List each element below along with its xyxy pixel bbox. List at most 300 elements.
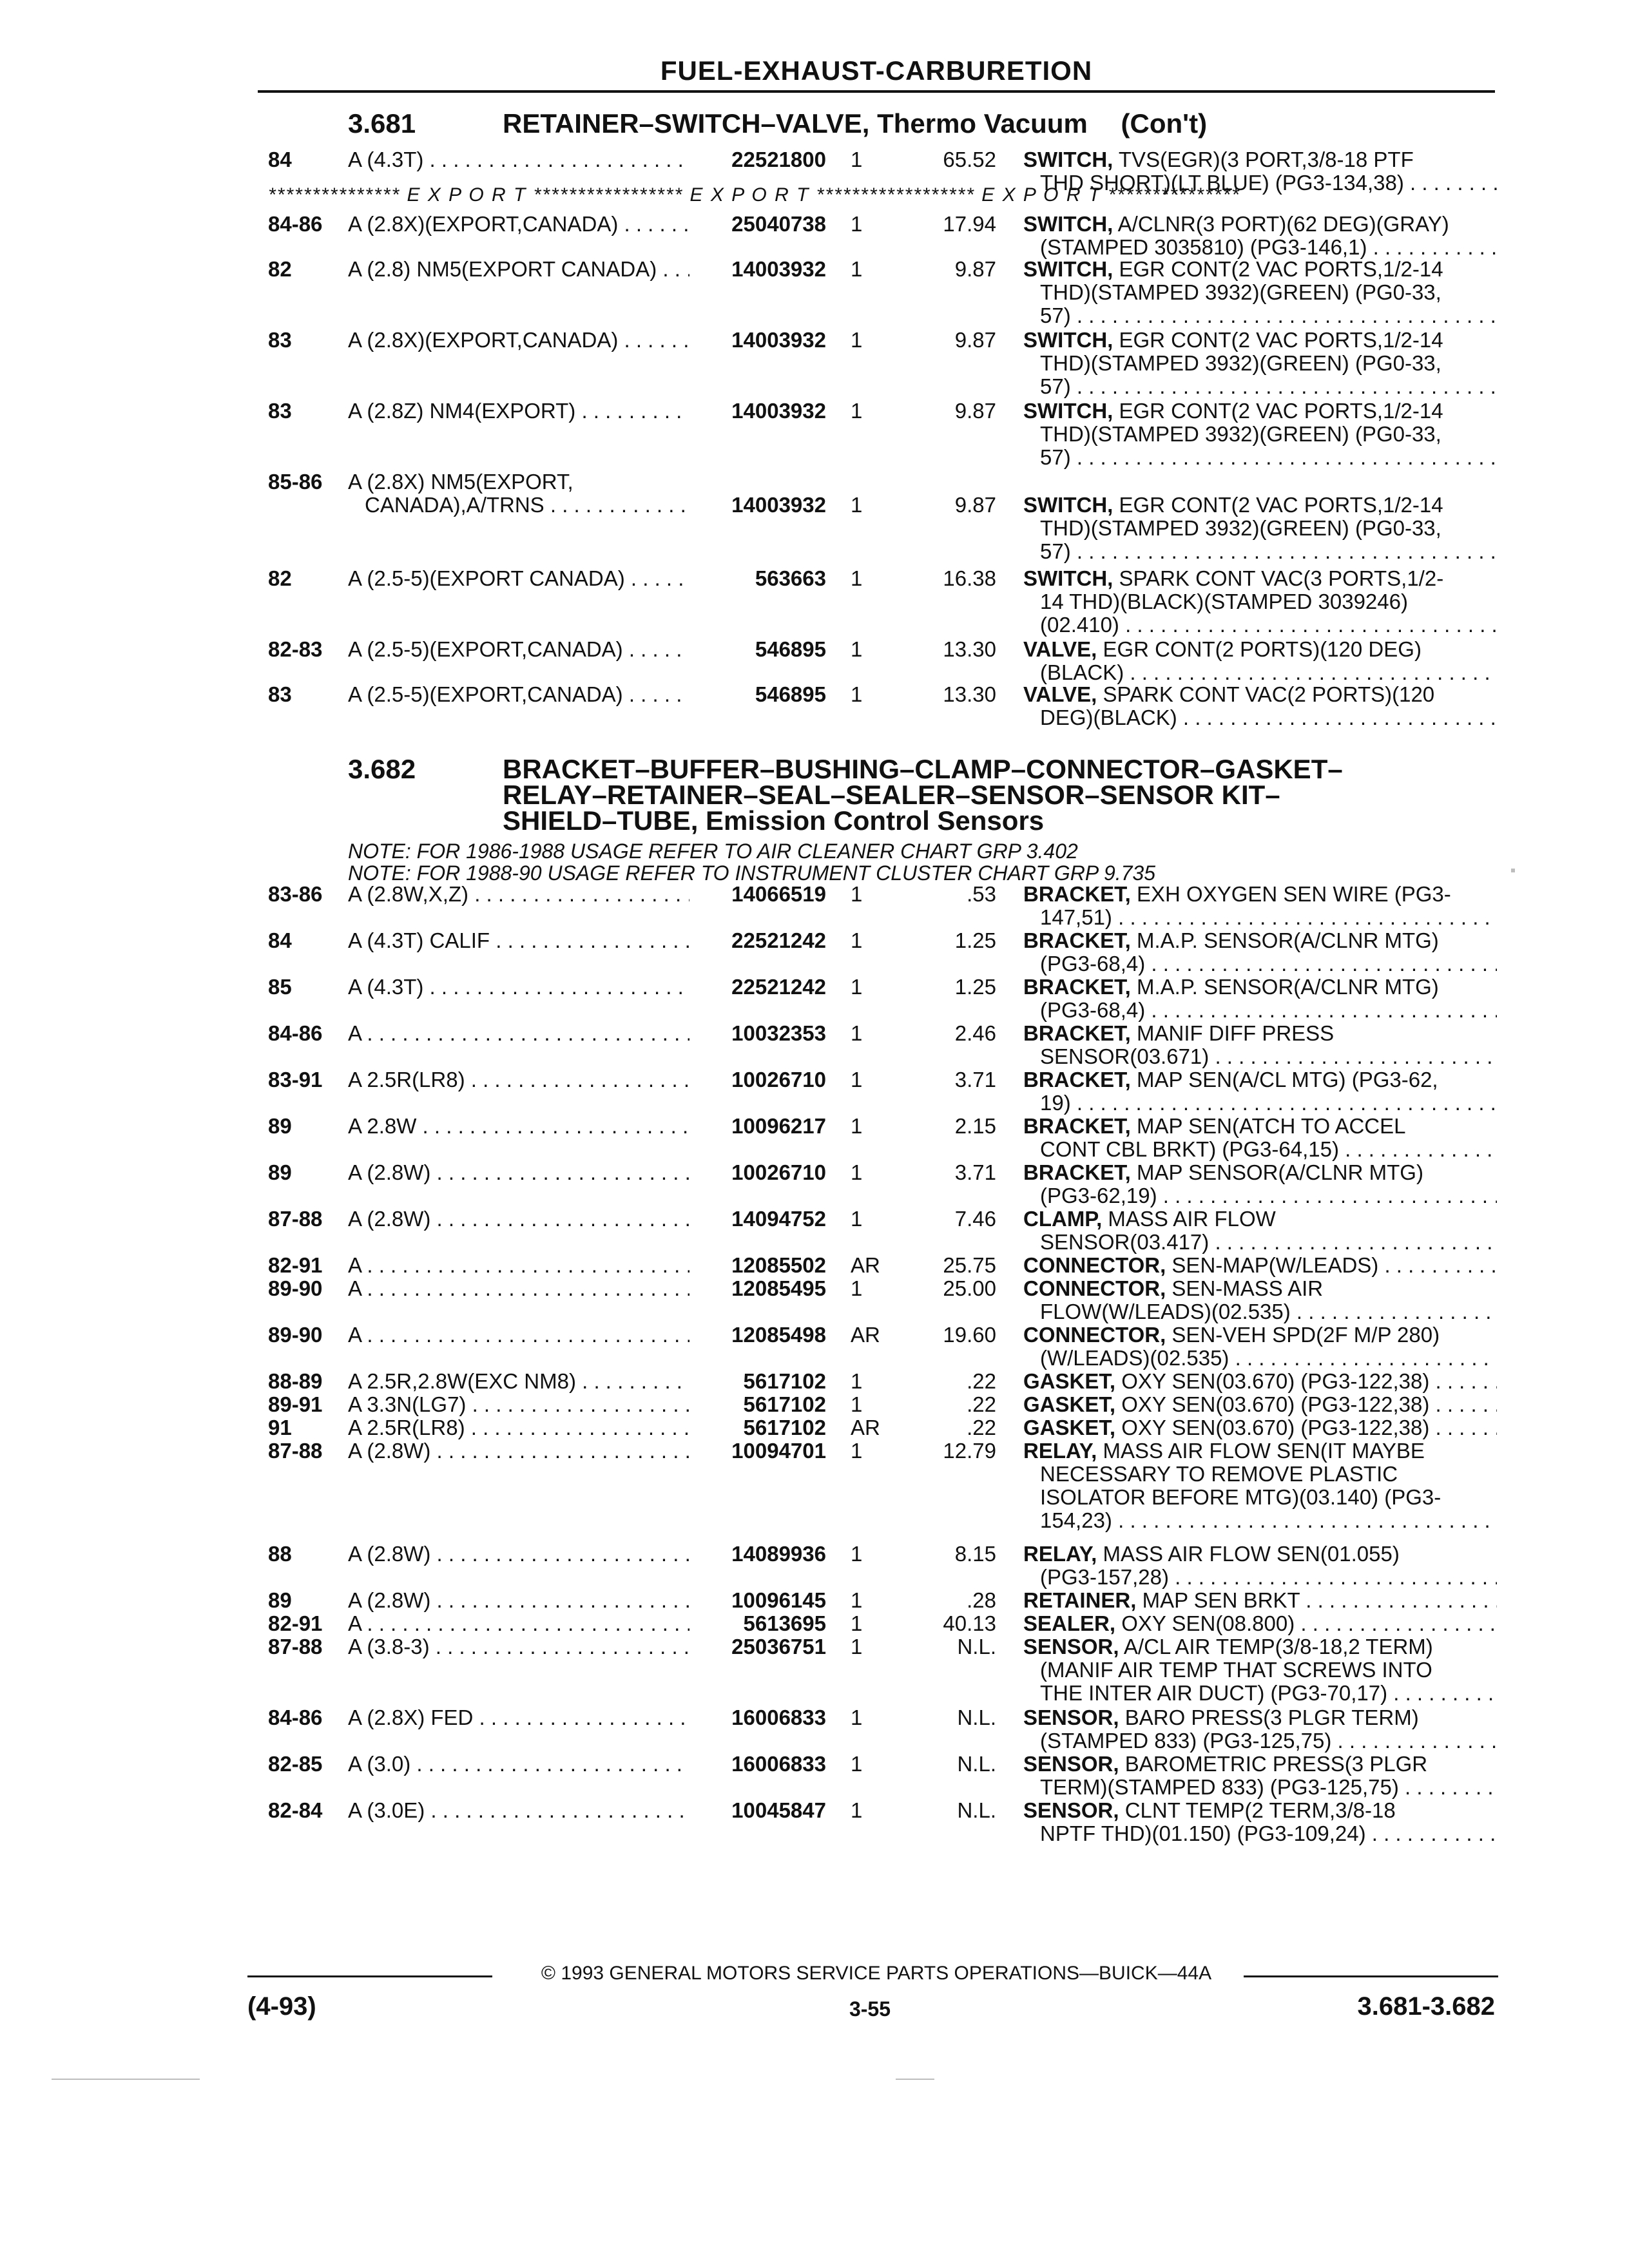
usage-line: A (2.5-5)(EXPORT,CANADA) . . . xyxy=(348,638,689,661)
usage xyxy=(348,1115,689,1138)
description-line xyxy=(1023,1254,1497,1277)
usage-line: A (3.0) . . . xyxy=(348,1753,689,1776)
description-line xyxy=(1023,1022,1497,1045)
usage-line: A (3.0E) . . . xyxy=(348,1799,689,1822)
usage xyxy=(348,1254,689,1277)
part-name: SENSOR, xyxy=(1023,1753,1119,1776)
model-years: 88 xyxy=(268,1542,292,1566)
price: 16.38 xyxy=(943,566,996,590)
model-years: 87-88 xyxy=(268,1207,323,1231)
part-name: BRACKET, xyxy=(1023,1022,1131,1045)
part-number: 10032353 xyxy=(731,1021,826,1045)
usage-line: A (2.8X)(EXPORT,CANADA) . . . xyxy=(348,213,689,236)
part-spec: MAP SEN(A/CL MTG) (PG3-62, xyxy=(1130,1068,1438,1091)
quantity: 1 xyxy=(851,1439,863,1463)
model-years: 85-86 xyxy=(268,470,323,494)
description xyxy=(1023,1161,1497,1207)
usage-line: A 2.8W . . . xyxy=(348,1115,689,1138)
model-years: 89 xyxy=(268,1588,292,1612)
description-line: 154,23) . . . xyxy=(1023,1509,1497,1532)
part-name: SWITCH, xyxy=(1023,567,1113,590)
part-name: CLAMP, xyxy=(1023,1207,1103,1231)
usage xyxy=(348,258,689,281)
quantity: 1 xyxy=(851,1068,863,1091)
part-name: GASKET, xyxy=(1023,1416,1116,1439)
model-years: 89 xyxy=(268,1114,292,1138)
description-line xyxy=(1023,1439,1497,1463)
description xyxy=(1023,1370,1497,1393)
description-line: THD SHORT)(LT BLUE) (PG3-134,38) . . . xyxy=(1023,171,1497,195)
part-name: BRACKET, xyxy=(1023,1161,1131,1184)
price: N.L. xyxy=(957,1706,996,1729)
price: 8.15 xyxy=(954,1542,996,1566)
description-line xyxy=(1023,1161,1497,1184)
usage xyxy=(348,975,689,999)
part-number: 14003932 xyxy=(731,493,826,517)
description-line: TERM)(STAMPED 833) (PG3-125,75) . . . xyxy=(1023,1776,1497,1799)
usage-line: A (2.8W) . . . xyxy=(348,1542,689,1566)
part-name: SWITCH, xyxy=(1023,494,1113,517)
part-spec: MAP SEN(ATCH TO ACCEL xyxy=(1130,1115,1406,1138)
copyright-line xyxy=(258,1963,1495,1984)
description-line xyxy=(1023,975,1497,999)
description-line xyxy=(1023,213,1497,236)
price: N.L. xyxy=(957,1798,996,1822)
usage xyxy=(348,1542,689,1566)
description-line: THD)(STAMPED 3932)(GREEN) (PG0-33, xyxy=(1040,281,1441,304)
model-years: 82 xyxy=(268,257,292,281)
quantity: AR xyxy=(851,1253,880,1277)
section-title xyxy=(503,756,1598,834)
price: 1.25 xyxy=(954,928,996,952)
description xyxy=(1023,567,1497,637)
part-name: SWITCH, xyxy=(1023,213,1113,236)
usage xyxy=(348,1753,689,1776)
description xyxy=(1023,1323,1497,1370)
description-line xyxy=(1023,1589,1497,1612)
usage-line: A (2.8W) . . . xyxy=(348,1161,689,1184)
description xyxy=(1023,1115,1497,1161)
part-number: 14066519 xyxy=(731,882,826,906)
revision-date: (4-93) xyxy=(247,1992,316,2021)
description-line xyxy=(1023,329,1497,352)
price: 9.87 xyxy=(954,328,996,352)
usage xyxy=(348,929,689,952)
scan-speck xyxy=(52,2079,200,2080)
description-line: (STAMPED 3035810) (PG3-146,1) . . . xyxy=(1023,236,1497,259)
section-number: 3.682 xyxy=(348,754,416,784)
price: .22 xyxy=(967,1392,996,1416)
section-title-line: RELAY–RETAINER–SEAL–SEALER–SENSOR–SENSOR KIT– xyxy=(503,780,1280,810)
description-line: NECESSARY TO REMOVE PLASTIC xyxy=(1040,1463,1398,1486)
part-spec: MASS AIR FLOW SEN(01.055) xyxy=(1097,1542,1400,1566)
description xyxy=(1023,1635,1497,1705)
quantity: 1 xyxy=(851,1369,863,1393)
part-spec: OXY SEN(03.670) (PG3-122,38) xyxy=(1115,1393,1430,1416)
group-range: 3.681-3.682 xyxy=(1357,1992,1495,2021)
description-line xyxy=(1023,258,1497,281)
part-spec: MANIF DIFF PRESS xyxy=(1130,1022,1335,1045)
description-line xyxy=(1023,1323,1497,1347)
usage-line: A (2.8X) FED . . . xyxy=(348,1706,689,1729)
part-name: SENSOR, xyxy=(1023,1799,1119,1822)
part-name: RELAY, xyxy=(1023,1439,1097,1463)
quantity: 1 xyxy=(851,399,863,423)
price: 25.00 xyxy=(943,1276,996,1300)
model-years: 82-84 xyxy=(268,1798,323,1822)
description-line: CONT CBL BRKT) (PG3-64,15) . . . xyxy=(1023,1138,1497,1161)
usage xyxy=(348,1323,689,1347)
price: 3.71 xyxy=(954,1068,996,1091)
part-spec: SPARK CONT VAC(2 PORTS)(120 xyxy=(1097,683,1435,706)
part-spec: CLNT TEMP(2 TERM,3/8-18 xyxy=(1119,1799,1396,1822)
part-number: 10045847 xyxy=(731,1798,826,1822)
quantity: 1 xyxy=(851,1207,863,1231)
quantity: 1 xyxy=(851,882,863,906)
part-spec: TVS(EGR)(3 PORT,3/8-18 PTF xyxy=(1113,148,1414,171)
description xyxy=(1023,1393,1497,1416)
price: .22 xyxy=(967,1369,996,1393)
part-number: 546895 xyxy=(755,682,826,706)
quantity: 1 xyxy=(851,212,863,236)
usage-note: NOTE: FOR 1988-90 USAGE REFER TO INSTRUMENT CLUSTER CHART GRP 9.735 xyxy=(348,861,1156,885)
usage-line: A 3.3N(LG7) . . . xyxy=(348,1393,689,1416)
part-spec: OXY SEN(08.800) xyxy=(1115,1612,1295,1635)
usage-line: A 2.5R(LR8) . . . xyxy=(348,1416,689,1439)
quantity: 1 xyxy=(851,328,863,352)
part-number: 10026710 xyxy=(731,1160,826,1184)
description xyxy=(1023,329,1497,398)
usage xyxy=(348,1799,689,1822)
usage xyxy=(348,883,689,906)
export-banner: *************** E X P O R T ***************** E X P O R T ****************** E X P O R T *************** xyxy=(268,184,1240,206)
usage-line: A (2.8) NM5(EXPORT CANADA) . . . xyxy=(348,258,689,281)
part-spec: EGR CONT(2 PORTS)(120 DEG) xyxy=(1097,638,1422,661)
description-line xyxy=(1023,929,1497,952)
description-line: THD)(STAMPED 3932)(GREEN) (PG0-33, xyxy=(1040,352,1441,375)
price: 9.87 xyxy=(954,399,996,423)
part-name: SENSOR, xyxy=(1023,1635,1119,1658)
price: .28 xyxy=(967,1588,996,1612)
quantity: 1 xyxy=(851,1160,863,1184)
usage xyxy=(348,1207,689,1231)
model-years: 84 xyxy=(268,928,292,952)
description-line: (MANIF AIR TEMP THAT SCREWS INTO xyxy=(1040,1658,1432,1682)
description xyxy=(1023,1589,1497,1612)
description xyxy=(1023,1799,1497,1845)
description-line: (PG3-68,4) . . . xyxy=(1023,952,1497,975)
part-name: BRACKET, xyxy=(1023,975,1131,999)
scan-speck xyxy=(896,2079,934,2080)
description-line: (W/LEADS)(02.535) . . . xyxy=(1023,1347,1497,1370)
part-name: CONNECTOR, xyxy=(1023,1277,1166,1300)
price: .53 xyxy=(967,882,996,906)
usage xyxy=(348,683,689,706)
description-line xyxy=(1023,567,1497,590)
quantity: 1 xyxy=(851,257,863,281)
quantity: 1 xyxy=(851,1611,863,1635)
description-line: SENSOR(03.671) . . . xyxy=(1023,1045,1497,1068)
part-name: SWITCH, xyxy=(1023,148,1113,171)
model-years: 89 xyxy=(268,1160,292,1184)
usage-line: A . . . xyxy=(348,1022,689,1045)
usage xyxy=(348,148,689,171)
price: 17.94 xyxy=(943,212,996,236)
quantity: 1 xyxy=(851,1114,863,1138)
description-line: 57) . . . xyxy=(1023,304,1497,327)
part-number: 5617102 xyxy=(743,1369,826,1393)
usage-line: A (2.8W) . . . xyxy=(348,1207,689,1231)
description-line: (PG3-157,28) . . . xyxy=(1023,1566,1497,1589)
description-line: 57) . . . xyxy=(1023,446,1497,469)
model-years: 84-86 xyxy=(268,1706,323,1729)
part-number: 22521242 xyxy=(731,975,826,999)
description-line: SENSOR(03.417) . . . xyxy=(1023,1231,1497,1254)
usage xyxy=(348,470,689,517)
part-number: 22521242 xyxy=(731,928,826,952)
description-line: (02.410) . . . xyxy=(1023,613,1497,637)
part-number: 10096145 xyxy=(731,1588,826,1612)
price: 12.79 xyxy=(943,1439,996,1463)
description xyxy=(1023,1022,1497,1068)
description-line: (PG3-68,4) . . . xyxy=(1023,999,1497,1022)
price: 2.46 xyxy=(954,1021,996,1045)
model-years: 83 xyxy=(268,682,292,706)
quantity: 1 xyxy=(851,1706,863,1729)
quantity: AR xyxy=(851,1416,880,1439)
usage xyxy=(348,1370,689,1393)
usage-line: A (2.8X) NM5(EXPORT, xyxy=(348,470,574,494)
part-number: 25036751 xyxy=(731,1635,826,1658)
scan-speck xyxy=(1511,869,1515,872)
usage xyxy=(348,1612,689,1635)
usage-line: A (4.3T) . . . xyxy=(348,975,689,999)
description-line: 57) . . . xyxy=(1023,375,1497,398)
part-name: RELAY, xyxy=(1023,1542,1097,1566)
part-spec: SEN-MAP(W/LEADS) xyxy=(1166,1254,1379,1277)
part-name: SEALER, xyxy=(1023,1612,1116,1635)
part-number: 14094752 xyxy=(731,1207,826,1231)
description-line xyxy=(1023,1706,1497,1729)
part-name: BRACKET, xyxy=(1023,1115,1131,1138)
quantity: 1 xyxy=(851,1752,863,1776)
description xyxy=(1023,1416,1497,1439)
usage xyxy=(348,329,689,352)
description-line xyxy=(1023,1542,1497,1566)
usage-line: A (4.3T) CALIF . . . xyxy=(348,929,689,952)
model-years: 82 xyxy=(268,566,292,590)
part-spec: SEN-VEH SPD(2F M/P 280) xyxy=(1166,1323,1440,1347)
description-line xyxy=(1023,883,1497,906)
description-line: (STAMPED 833) (PG3-125,75) . . . xyxy=(1023,1729,1497,1753)
description-line: NPTF THD)(01.150) (PG3-109,24) . . . xyxy=(1023,1822,1497,1845)
usage-line: A . . . xyxy=(348,1277,689,1300)
part-spec: SEN-MASS AIR xyxy=(1166,1277,1324,1300)
description-line: 19) . . . xyxy=(1023,1091,1497,1115)
quantity: 1 xyxy=(851,928,863,952)
description-line: THE INTER AIR DUCT) (PG3-70,17) . . . xyxy=(1023,1682,1497,1705)
quantity: 1 xyxy=(851,1276,863,1300)
description-line xyxy=(1023,1635,1497,1658)
model-years: 89-90 xyxy=(268,1323,323,1347)
usage xyxy=(348,1416,689,1439)
usage xyxy=(348,567,689,590)
part-spec: MAP SEN BRKT xyxy=(1136,1589,1300,1612)
price: 13.30 xyxy=(943,682,996,706)
header-rule xyxy=(258,90,1495,93)
description-line xyxy=(1023,399,1497,423)
part-spec: EGR CONT(2 VAC PORTS,1/2-14 xyxy=(1113,399,1443,423)
usage-line: A (2.8X)(EXPORT,CANADA) . . . xyxy=(348,329,689,352)
part-number: 14003932 xyxy=(731,399,826,423)
model-years: 85 xyxy=(268,975,292,999)
description xyxy=(1023,1439,1497,1532)
description xyxy=(1023,1612,1497,1635)
description-line: 57) . . . xyxy=(1023,540,1497,563)
description-line xyxy=(1023,1068,1497,1091)
description xyxy=(1023,1207,1497,1254)
part-number: 5617102 xyxy=(743,1392,826,1416)
description xyxy=(1023,1706,1497,1753)
model-years: 83 xyxy=(268,328,292,352)
model-years: 83-91 xyxy=(268,1068,323,1091)
model-years: 82-83 xyxy=(268,637,323,661)
model-years: 82-85 xyxy=(268,1752,323,1776)
description xyxy=(1023,975,1497,1022)
quantity: AR xyxy=(851,1323,880,1347)
section-subtitle: Thermo Vacuum xyxy=(877,108,1088,139)
part-name: VALVE, xyxy=(1023,638,1097,661)
part-spec: EXH OXYGEN SEN WIRE (PG3- xyxy=(1130,883,1451,906)
quantity: 1 xyxy=(851,493,863,517)
section-title-line: BRACKET–BUFFER–BUSHING–CLAMP–CONNECTOR–GASKET– xyxy=(503,754,1343,784)
description xyxy=(1023,883,1497,929)
usage xyxy=(348,638,689,661)
model-years: 82-91 xyxy=(268,1253,323,1277)
price: N.L. xyxy=(957,1635,996,1658)
description-line xyxy=(1023,1115,1497,1138)
description-line: 14 THD)(BLACK)(STAMPED 3039246) xyxy=(1040,590,1408,613)
part-number: 14089936 xyxy=(731,1542,826,1566)
part-number: 16006833 xyxy=(731,1706,826,1729)
price: 7.46 xyxy=(954,1207,996,1231)
part-spec: EGR CONT(2 VAC PORTS,1/2-14 xyxy=(1113,258,1443,281)
model-years: 87-88 xyxy=(268,1439,323,1463)
usage xyxy=(348,1706,689,1729)
part-name: GASKET, xyxy=(1023,1393,1116,1416)
part-number: 10096217 xyxy=(731,1114,826,1138)
description-line xyxy=(1023,638,1497,661)
description-line xyxy=(1023,1277,1497,1300)
description-line: ISOLATOR BEFORE MTG)(03.140) (PG3- xyxy=(1040,1486,1441,1509)
description-line xyxy=(1023,1753,1497,1776)
usage xyxy=(348,1277,689,1300)
part-spec: BAROMETRIC PRESS(3 PLGR xyxy=(1119,1753,1428,1776)
usage xyxy=(348,1635,689,1658)
part-number: 10094701 xyxy=(731,1439,826,1463)
part-spec: EGR CONT(2 VAC PORTS,1/2-14 xyxy=(1113,329,1443,352)
usage xyxy=(348,399,689,423)
part-number: 25040738 xyxy=(731,212,826,236)
description-line xyxy=(1023,148,1497,171)
description xyxy=(1023,638,1497,684)
description-line xyxy=(1023,1799,1497,1822)
running-head: FUEL-EXHAUST-CARBURETION xyxy=(660,55,1093,86)
usage-line: CANADA),A/TRNS . . . xyxy=(348,494,689,517)
part-spec: BARO PRESS(3 PLGR TERM) xyxy=(1119,1706,1419,1729)
usage-line: A . . . xyxy=(348,1254,689,1277)
usage-line: A (4.3T) . . . xyxy=(348,148,689,171)
price: 3.71 xyxy=(954,1160,996,1184)
part-name: VALVE, xyxy=(1023,683,1097,706)
model-years: 89-91 xyxy=(268,1392,323,1416)
model-years: 87-88 xyxy=(268,1635,323,1658)
usage-line: A (2.5-5)(EXPORT CANADA) . . . xyxy=(348,567,689,590)
part-number: 546895 xyxy=(755,637,826,661)
part-number: 12085495 xyxy=(731,1276,826,1300)
quantity: 1 xyxy=(851,148,863,171)
description-line: DEG)(BLACK) . . . xyxy=(1023,706,1497,729)
description xyxy=(1023,1277,1497,1323)
part-spec: MASS AIR FLOW xyxy=(1102,1207,1276,1231)
part-number: 12085502 xyxy=(731,1253,826,1277)
part-number: 12085498 xyxy=(731,1323,826,1347)
description-line xyxy=(1023,1207,1497,1231)
price: 65.52 xyxy=(943,148,996,171)
part-spec: OXY SEN(03.670) (PG3-122,38) xyxy=(1115,1416,1430,1439)
usage xyxy=(348,1393,689,1416)
part-number: 22521800 xyxy=(731,148,826,171)
usage xyxy=(348,1022,689,1045)
description-line: (PG3-62,19) . . . xyxy=(1023,1184,1497,1207)
model-years: 91 xyxy=(268,1416,292,1439)
part-spec: SPARK CONT VAC(3 PORTS,1/2- xyxy=(1113,567,1444,590)
quantity: 1 xyxy=(851,1542,863,1566)
usage-line: A (2.5-5)(EXPORT,CANADA) . . . xyxy=(348,683,689,706)
usage-note: NOTE: FOR 1986-1988 USAGE REFER TO AIR CLEANER CHART GRP 3.402 xyxy=(348,840,1078,863)
usage xyxy=(348,1068,689,1091)
part-spec: MAP SENSOR(A/CLNR MTG) xyxy=(1130,1161,1423,1184)
price: 40.13 xyxy=(943,1611,996,1635)
description-line xyxy=(1023,494,1497,517)
usage-line: A 2.5R(LR8) . . . xyxy=(348,1068,689,1091)
part-number: 5613695 xyxy=(743,1611,826,1635)
part-name: CONNECTOR, xyxy=(1023,1323,1166,1347)
part-spec: A/CL AIR TEMP(3/8-18,2 TERM) xyxy=(1119,1635,1433,1658)
quantity: 1 xyxy=(851,1635,863,1658)
part-name: SWITCH, xyxy=(1023,399,1113,423)
model-years: 84 xyxy=(268,148,292,171)
part-number: 10026710 xyxy=(731,1068,826,1091)
part-number: 16006833 xyxy=(731,1752,826,1776)
model-years: 89-90 xyxy=(268,1276,323,1300)
part-name: SWITCH, xyxy=(1023,258,1113,281)
usage-line: A . . . xyxy=(348,1323,689,1347)
description xyxy=(1023,1068,1497,1115)
part-name: RETAINER, xyxy=(1023,1589,1137,1612)
description xyxy=(1023,213,1497,259)
section-title-main: RETAINER–SWITCH–VALVE, xyxy=(503,108,870,139)
quantity: 1 xyxy=(851,1021,863,1045)
part-number: 14003932 xyxy=(731,328,826,352)
part-name: GASKET, xyxy=(1023,1370,1116,1393)
section-title xyxy=(503,108,1598,139)
description xyxy=(1023,494,1497,563)
price: 1.25 xyxy=(954,975,996,999)
part-spec: MASS AIR FLOW SEN(IT MAYBE xyxy=(1097,1439,1425,1463)
model-years: 82-91 xyxy=(268,1611,323,1635)
quantity: 1 xyxy=(851,566,863,590)
